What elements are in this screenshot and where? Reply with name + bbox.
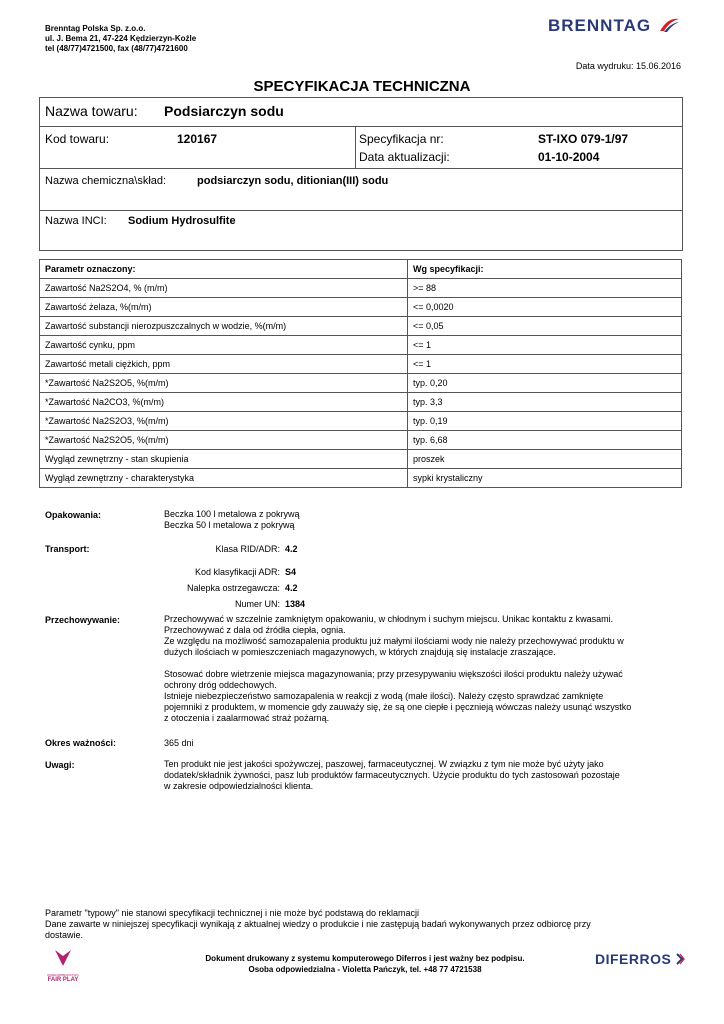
- packaging-line: Beczka 100 l metalowa z pokrywą: [164, 509, 300, 519]
- storage-line: Przechowywać z dala od źródła ciepła, ognia.: [164, 625, 346, 635]
- logo-swoosh-icon: [658, 17, 680, 33]
- company-address-block: [45, 24, 196, 54]
- header-parameter: Parametr oznaczony:: [40, 260, 408, 279]
- param-value: >= 88: [408, 279, 682, 298]
- param-name: Wygląd zewnętrzny - charakterystyka: [40, 469, 408, 488]
- storage-line: Przechowywać w szczelnie zamkniętym opakowaniu, w chłodnym i suchym miejscu. Unikac kontaktu z kwasami.: [164, 614, 614, 624]
- chemical-name-value: podsiarczyn sodu, ditionian(III) sodu: [197, 175, 389, 187]
- warning-sticker-label: Nalepka ostrzegawcza:: [186, 583, 280, 593]
- rid-value: 4.2: [285, 544, 298, 554]
- param-name: *Zawartość Na2S2O5, %(m/m): [40, 431, 408, 450]
- packaging-value: [164, 509, 300, 531]
- footnote-line: Dane zawarte w niniejszej specyfikacji wynikają z aktualnej wiedzy o produkcie i nie zastępują badań wykonywanych przez odbiorcę przy: [45, 919, 591, 929]
- un-number-label: Numer UN:: [234, 599, 280, 609]
- spec-number-label: Specyfikacja nr:: [359, 132, 444, 146]
- adr-code-value: S4: [285, 567, 297, 577]
- logo-text: BRENNTAG: [548, 16, 652, 35]
- header-specification: Wg specyfikacji:: [408, 260, 682, 279]
- param-name: *Zawartość Na2CO3, %(m/m): [40, 393, 408, 412]
- inci-name-label: Nazwa INCI:: [45, 215, 107, 227]
- chemical-name-label: Nazwa chemiczna\skład:: [45, 175, 167, 187]
- table-header-row: [40, 260, 682, 279]
- table-row: [40, 469, 682, 488]
- fair-play-small-text: PRZEDSIĘBIORSTWO: [47, 973, 79, 977]
- param-value: <= 1: [408, 355, 682, 374]
- product-code-label: Kod towaru:: [45, 132, 110, 146]
- product-name-value: Podsiarczyn sodu: [164, 103, 284, 119]
- company-contact: tel (48/77)4721500, fax (48/77)4721600: [45, 44, 188, 53]
- table-row: [40, 317, 682, 336]
- print-date: Data wydruku: 15.06.2016: [575, 61, 681, 71]
- footnote-line: Parametr "typowy" nie stanowi specyfikacji technicznej i nie może być podstawą do reklamacji: [45, 908, 420, 918]
- warning-sticker-value: 4.2: [285, 583, 298, 593]
- notes-line: w zakresie odpowiedzialności klienta.: [164, 781, 314, 791]
- product-info-box: [39, 97, 683, 251]
- param-value: typ. 3,3: [408, 393, 682, 412]
- param-value: typ. 6,68: [408, 431, 682, 450]
- footer-text: [160, 953, 570, 975]
- table-row: [40, 431, 682, 450]
- storage-line: Istnieje niebezpieczeństwo samozapalenia w reakcji z wodą (małe ilości). Należy często sprawdzać zamknięte: [164, 691, 604, 701]
- storage-line: Ze względu na możliwość samozapalenia produktu już małymi ilościami wody nie należy przechowywać produktu w: [164, 636, 624, 646]
- notes-line: dodatek/składnik żywności, pasz lub produktów farmaceutycznych. Użycie produktu do tych zastosowań pozostaje: [164, 770, 620, 780]
- brenntag-logo: [548, 16, 680, 42]
- param-value: sypki krystaliczny: [408, 469, 682, 488]
- fair-play-text: FAIR PLAY: [47, 977, 79, 983]
- footer-line: Osoba odpowiedzialna - Violetta Pańczyk, tel. +48 77 4721538: [248, 965, 482, 974]
- notes-label: Uwagi:: [45, 760, 75, 770]
- inci-name-value: Sodium Hydrosulfite: [128, 215, 236, 227]
- param-name: Zawartość żelaza, %(m/m): [40, 298, 408, 317]
- packaging-line: Beczka 50 l metalowa z pokrywą: [164, 520, 295, 530]
- update-date-label: Data aktualizacji:: [359, 150, 450, 164]
- storage-label: Przechowywanie:: [45, 615, 121, 625]
- product-name-label: Nazwa towaru:: [45, 103, 138, 119]
- footnote-line: dostawie.: [45, 930, 84, 940]
- table-row: [40, 298, 682, 317]
- packaging-label: Opakowania:: [45, 510, 102, 520]
- storage-line: z otoczenia i zaalarmować straż pożarną.: [164, 713, 330, 723]
- company-name: Brenntag Polska Sp. z.o.o.: [45, 24, 146, 33]
- table-row: [40, 355, 682, 374]
- table-row: [40, 336, 682, 355]
- param-name: *Zawartość Na2S2O3, %(m/m): [40, 412, 408, 431]
- product-code-value: 120167: [177, 132, 218, 146]
- param-value: proszek: [408, 450, 682, 469]
- transport-label: Transport:: [45, 544, 90, 554]
- footnote: [45, 908, 685, 941]
- storage-line: ochrony dróg oddechowych.: [164, 680, 277, 690]
- param-value: typ. 0,20: [408, 374, 682, 393]
- table-row: [40, 279, 682, 298]
- adr-code-label: Kod klasyfikacji ADR:: [194, 567, 280, 577]
- fair-play-emblem-icon: [54, 948, 72, 968]
- storage-line: Stosować dobre wietrzenie miejsca magazynowania; przy przesypywaniu większości ilości produktu należy używać: [164, 669, 623, 679]
- validity-value: 365 dni: [164, 738, 194, 748]
- page-title: SPECYFIKACJA TECHNICZNA: [253, 78, 471, 95]
- param-name: Zawartość substancji nierozpuszczalnych w wodzie, %(m/m): [40, 317, 408, 336]
- table-row: [40, 393, 682, 412]
- fair-play-logo: [43, 948, 83, 988]
- param-name: Zawartość cynku, ppm: [40, 336, 408, 355]
- spec-number-value: ST-IXO 079-1/97: [538, 132, 629, 146]
- table-row: [40, 374, 682, 393]
- param-value: <= 0,0020: [408, 298, 682, 317]
- storage-line: pojemniki z produktem, w momencie gdy zauważy się, że są one ciepłe i pęcznieją wówczas należy usunąć wszystko: [164, 702, 632, 712]
- param-name: *Zawartość Na2S2O5, %(m/m): [40, 374, 408, 393]
- diferros-logo: [595, 951, 685, 967]
- param-value: <= 1: [408, 336, 682, 355]
- diferros-arrow-icon: [676, 953, 685, 965]
- param-name: Zawartość Na2S2O4, % (m/m): [40, 279, 408, 298]
- param-name: Wygląd zewnętrzny - stan skupienia: [40, 450, 408, 469]
- param-value: typ. 0,19: [408, 412, 682, 431]
- storage-line: dużych ilościach w pomieszczeniach magazynowych, w których znajdują się instalacje zraszające.: [164, 647, 556, 657]
- un-number-value: 1384: [285, 599, 306, 609]
- notes-line: Ten produkt nie jest jakości spożywczej, paszowej, farmaceutycznej. W związku z tym nie może być użyty jako: [164, 759, 604, 769]
- table-row: [40, 450, 682, 469]
- company-address: ul. J. Bema 21, 47-224 Kędzierzyn-Koźle: [45, 34, 197, 43]
- footer-line: Dokument drukowany z systemu komputerowego Diferros i jest ważny bez podpisu.: [205, 954, 525, 963]
- update-date-value: 01-10-2004: [538, 150, 600, 164]
- storage-text: [164, 614, 684, 724]
- diferros-text: DIFERROS: [595, 951, 672, 967]
- notes-text: [164, 759, 684, 792]
- rid-label: Klasa RID/ADR:: [215, 544, 280, 554]
- validity-label: Okres ważności:: [45, 738, 117, 748]
- param-name: Zawartość metali ciężkich, ppm: [40, 355, 408, 374]
- table-row: [40, 412, 682, 431]
- parameters-table: [39, 259, 682, 488]
- param-value: <= 0,05: [408, 317, 682, 336]
